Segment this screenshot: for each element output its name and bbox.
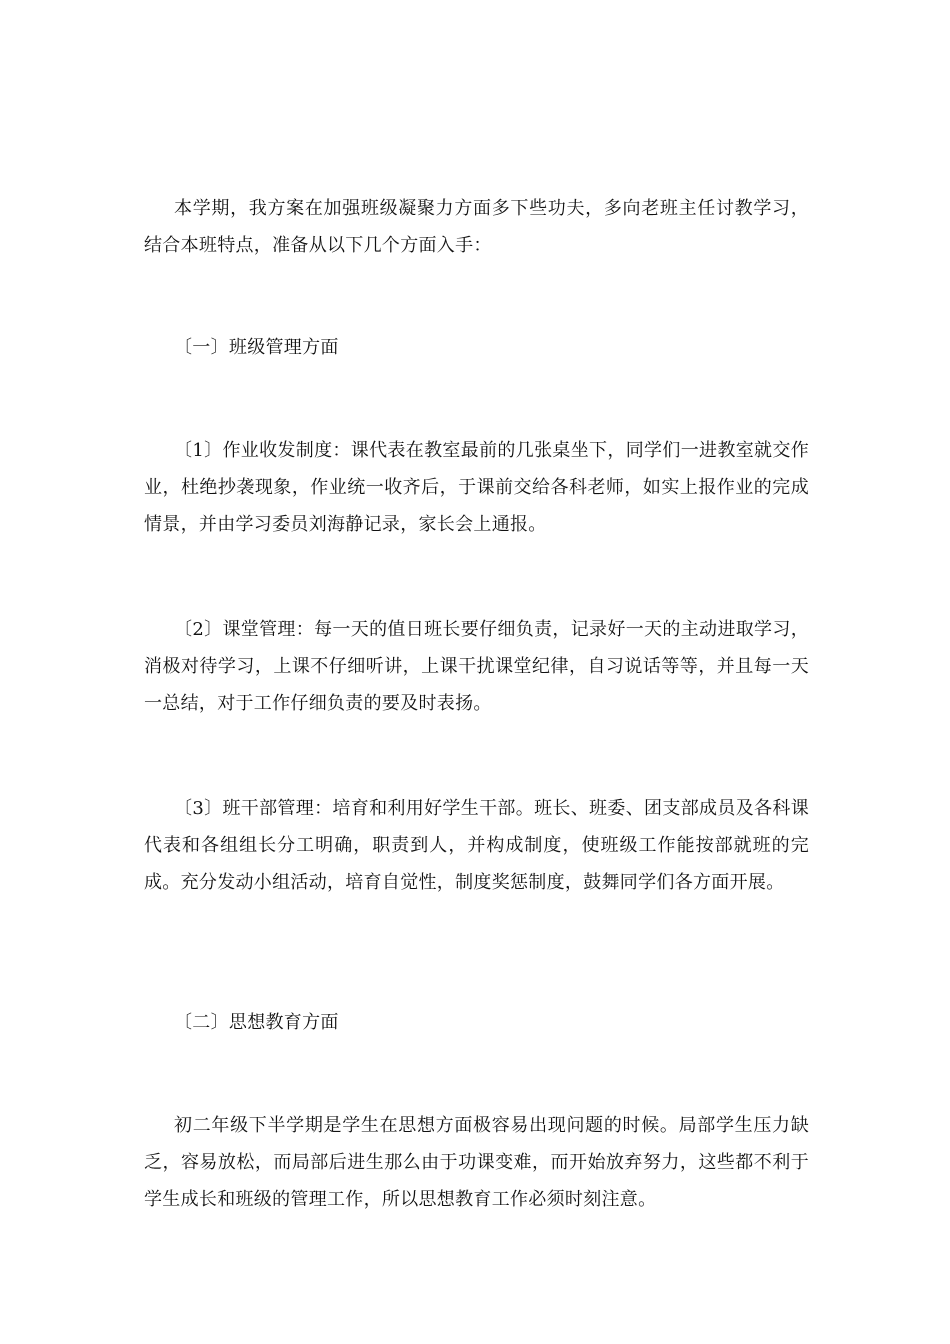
section-heading-class-management: 〔一〕班级管理方面 [174,337,339,358]
class-cadre-management-paragraph: 〔3〕班干部管理：培育和利用好学生干部。班长、班委、团支部成员及各科课代表和各组组长分工明确，职责到人，并构成制度，使班级工作能按部就班的完成。充分发动小组活动，培育自觉性，制度奖惩制度，鼓舞同学们各方面开展。 [144,798,809,893]
section-heading-ideological-education: 〔二〕思想教育方面 [174,1012,339,1033]
ideological-education-paragraph: 初二年级下半学期是学生在思想方面极容易出现问题的时候。局部学生压力缺乏，容易放松，而局部后进生那么由于功课变难，而开始放弃努力，这些都不利于学生成长和班级的管理工作，所以思想教育工作必须时刻注意。 [144,1115,809,1210]
classroom-management-paragraph: 〔2〕课堂管理：每一天的值日班长要仔细负责，记录好一天的主动进取学习，消极对待学习，上课不仔细听讲，上课干扰课堂纪律，自习说话等等，并且每一天一总结，对于工作仔细负责的要及时表扬。 [144,619,809,714]
homework-policy-paragraph: 〔1〕作业收发制度：课代表在教室最前的几张桌坐下，同学们一进教室就交作业，杜绝抄袭现象，作业统一收齐后，于课前交给各科老师，如实上报作业的完成情景，并由学习委员刘海静记录，家长会上通报。 [144,440,809,535]
intro-paragraph: 本学期，我方案在加强班级凝聚力方面多下些功夫，多向老班主任讨教学习，结合本班特点，准备从以下几个方面入手： [144,198,809,256]
